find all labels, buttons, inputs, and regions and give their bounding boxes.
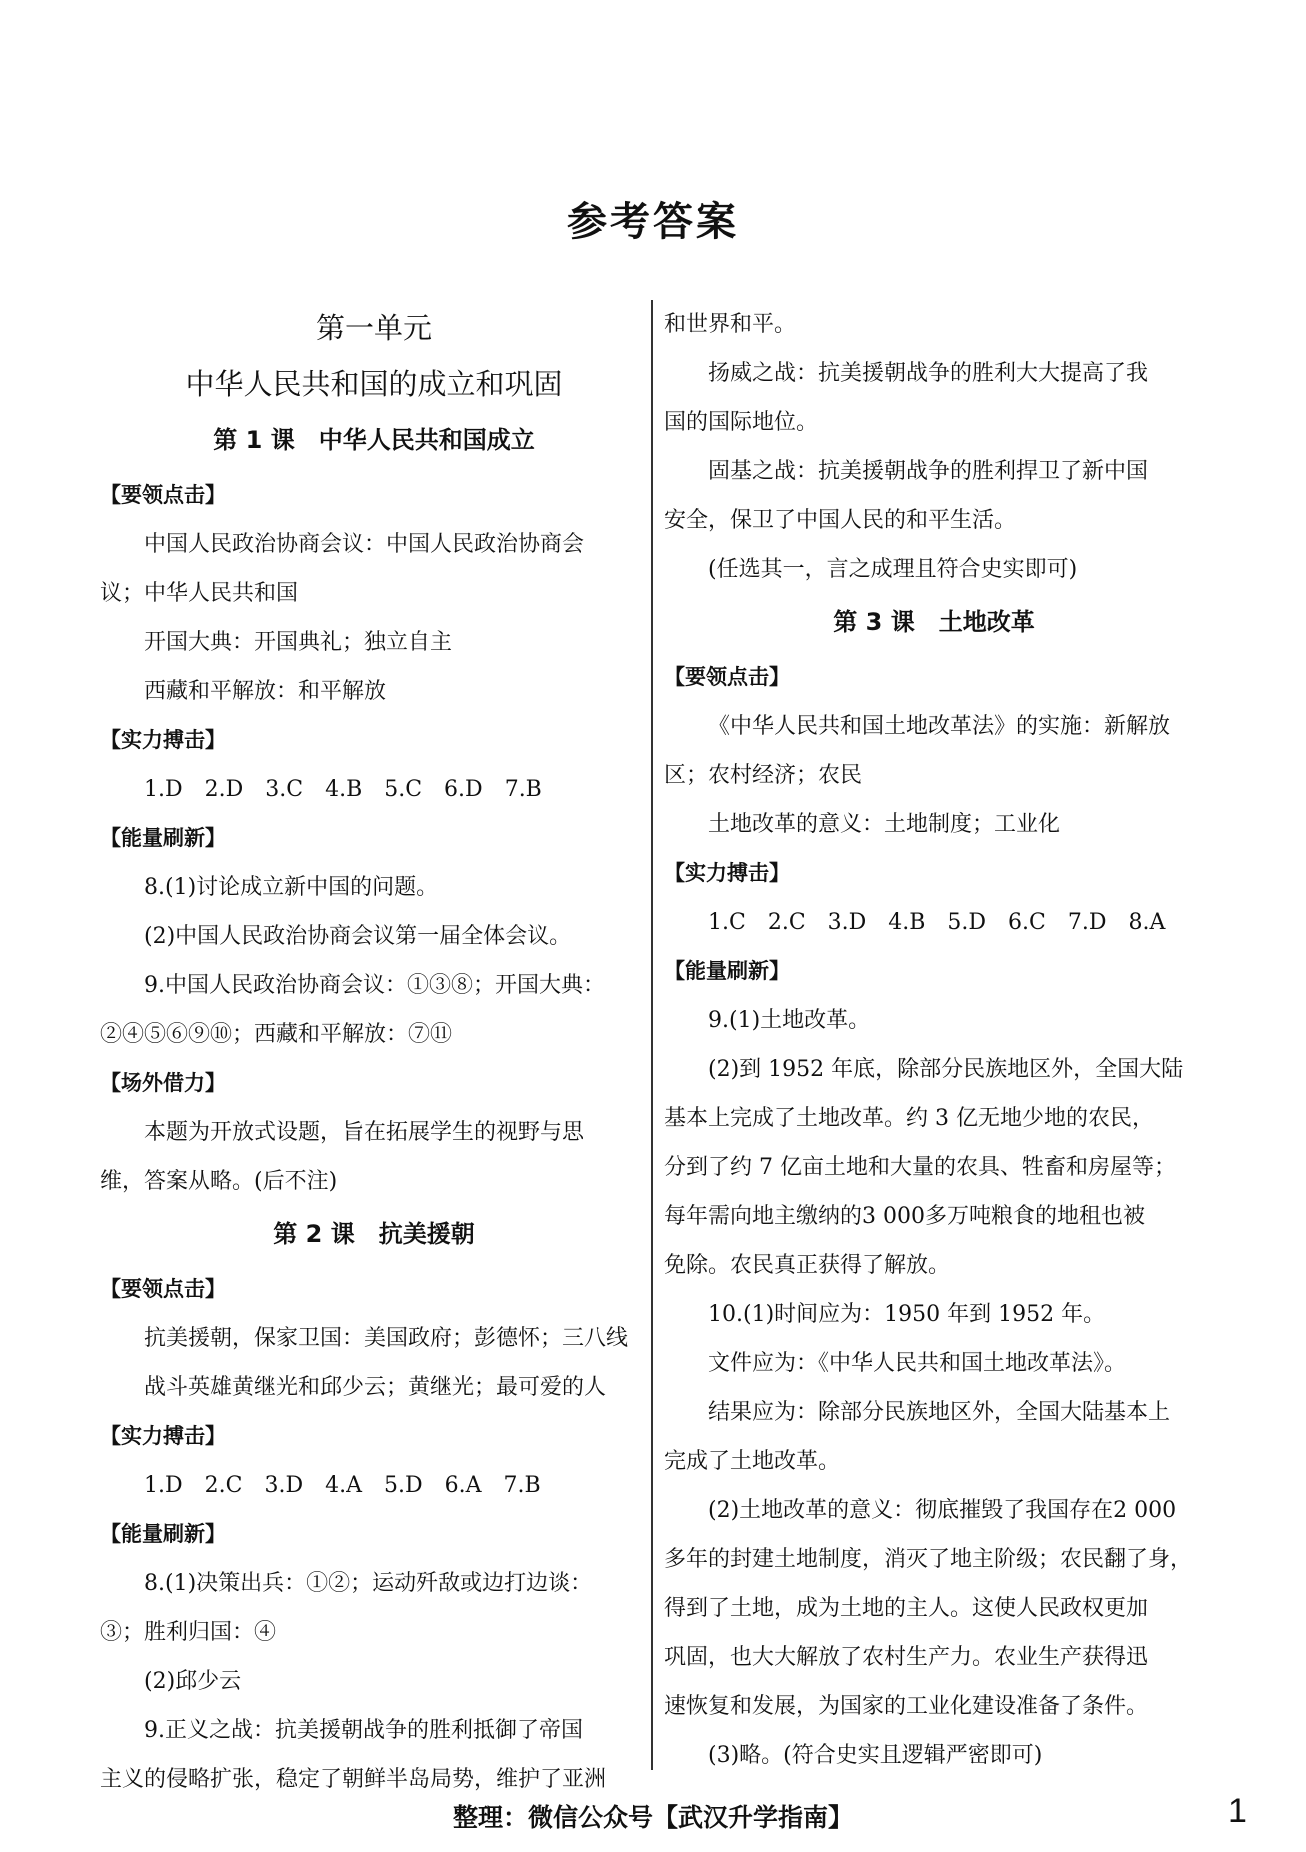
section-heading: 【实力搏击】 <box>664 861 790 885</box>
unit-label: 第一单元 <box>315 311 432 345</box>
answer-line: 中国人民政治协商会议：中国人民政治协商会 <box>144 532 585 557</box>
lesson-1-title: 第 1 课 中华人民共和国成立 <box>213 426 535 454</box>
answer-line: ③；胜利归国：④ <box>100 1620 277 1645</box>
choice-answers: 1.C 2.C 3.D 4.B 5.D 6.C 7.D 8.A <box>708 910 1166 935</box>
page-title: 参考答案 <box>567 198 739 245</box>
answer-line: 区；农村经济；农民 <box>664 763 863 788</box>
choice-answers: 1.D 2.D 3.C 4.B 5.C 6.D 7.B <box>144 777 542 802</box>
answer-line: 9.(1)土地改革。 <box>708 1008 871 1033</box>
section-heading: 【实力搏击】 <box>100 728 226 752</box>
answer-line: 本题为开放式设题，旨在拓展学生的视野与思 <box>144 1120 585 1145</box>
section-heading: 【要领点击】 <box>664 665 790 689</box>
answer-line: 和世界和平。 <box>664 312 797 337</box>
section-heading: 【要领点击】 <box>100 483 226 507</box>
section-heading: 【能量刷新】 <box>664 959 790 983</box>
answer-line: 完成了土地改革。 <box>664 1449 841 1474</box>
answer-line: (2)土地改革的意义：彻底摧毁了我国存在2 000 <box>708 1498 1177 1523</box>
page-number: 1 <box>1228 1792 1247 1830</box>
answer-line: 土地改革的意义：土地制度；工业化 <box>708 812 1061 837</box>
answer-line: 文件应为：《中华人民共和国土地改革法》。 <box>708 1351 1127 1376</box>
answer-line: 西藏和平解放：和平解放 <box>144 679 387 704</box>
answer-line: 速恢复和发展，为国家的工业化建设准备了条件。 <box>664 1694 1149 1719</box>
answer-line: 扬威之战：抗美援朝战争的胜利大大提高了我 <box>708 361 1149 386</box>
answer-line: 得到了土地，成为土地的主人。这使人民政权更加 <box>664 1596 1149 1621</box>
answer-line: 维，答案从略。(后不注) <box>100 1169 338 1194</box>
answer-line: 10.(1)时间应为：1950 年到 1952 年。 <box>708 1302 1106 1327</box>
answer-line: 免除。农民真正获得了解放。 <box>664 1253 951 1278</box>
answer-line: 开国大典：开国典礼；独立自主 <box>144 630 453 655</box>
answer-line: ②④⑤⑥⑨⑩；西藏和平解放：⑦⑪ <box>100 1022 453 1047</box>
answer-line: 巩固，也大大解放了农村生产力。农业生产获得迅 <box>664 1645 1149 1670</box>
answer-line: 国的国际地位。 <box>664 410 819 435</box>
section-heading: 【能量刷新】 <box>100 826 226 850</box>
answer-line: (3)略。(符合史实且逻辑严密即可) <box>708 1743 1043 1768</box>
footer-credit: 整理：微信公众号【武汉升学指南】 <box>452 1803 853 1832</box>
right-column <box>664 300 1204 1780</box>
left-column <box>100 300 648 1804</box>
column-divider <box>651 300 653 1770</box>
answer-line: 基本上完成了土地改革。约 3 亿无地少地的农民， <box>664 1106 1154 1131</box>
lesson-3-title: 第 3 课 土地改革 <box>833 608 1035 636</box>
answer-line: 议；中华人民共和国 <box>100 581 299 606</box>
lesson-2-title: 第 2 课 抗美援朝 <box>273 1220 475 1248</box>
answer-line: 结果应为：除部分民族地区外，全国大陆基本上 <box>708 1400 1171 1425</box>
choice-answers: 1.D 2.C 3.D 4.A 5.D 6.A 7.B <box>144 1473 541 1498</box>
section-heading: 【要领点击】 <box>100 1277 226 1301</box>
section-heading: 【实力搏击】 <box>100 1424 226 1448</box>
answer-line: 8.(1)讨论成立新中国的问题。 <box>144 875 439 900</box>
answer-line: 抗美援朝，保家卫国：美国政府；彭德怀；三八线 <box>144 1326 629 1351</box>
answer-line: 固基之战：抗美援朝战争的胜利捍卫了新中国 <box>708 459 1149 484</box>
answer-line: 安全，保卫了中国人民的和平生活。 <box>664 508 1017 533</box>
answer-line: 9.中国人民政治协商会议：①③⑧；开国大典： <box>144 973 605 998</box>
unit-title: 中华人民共和国的成立和巩固 <box>185 367 563 401</box>
answer-line: 每年需向地主缴纳的3 000多万吨粮食的地租也被 <box>664 1204 1145 1229</box>
answer-line: 主义的侵略扩张，稳定了朝鲜半岛局势，维护了亚洲 <box>100 1767 607 1792</box>
section-heading: 【场外借力】 <box>100 1071 226 1095</box>
answer-line: 8.(1)决策出兵：①②；运动歼敌或边打边谈： <box>144 1571 593 1596</box>
section-heading: 【能量刷新】 <box>100 1522 226 1546</box>
answer-line: 分到了约 7 亿亩土地和大量的农具、牲畜和房屋等； <box>664 1155 1176 1180</box>
answer-line: (2)到 1952 年底，除部分民族地区外，全国大陆 <box>708 1057 1184 1082</box>
answer-line: 多年的封建土地制度，消灭了地主阶级；农民翻了身， <box>664 1547 1193 1572</box>
answer-line: (任选其一，言之成理且符合史实即可) <box>708 557 1078 582</box>
answer-line: 《中华人民共和国土地改革法》的实施：新解放 <box>708 714 1171 739</box>
answer-line: (2)邱少云 <box>144 1669 242 1694</box>
answer-line: (2)中国人民政治协商会议第一届全体会议。 <box>144 924 572 949</box>
answer-line: 战斗英雄黄继光和邱少云；黄继光；最可爱的人 <box>144 1375 607 1400</box>
answer-line: 9.正义之战：抗美援朝战争的胜利抵御了帝国 <box>144 1718 583 1743</box>
